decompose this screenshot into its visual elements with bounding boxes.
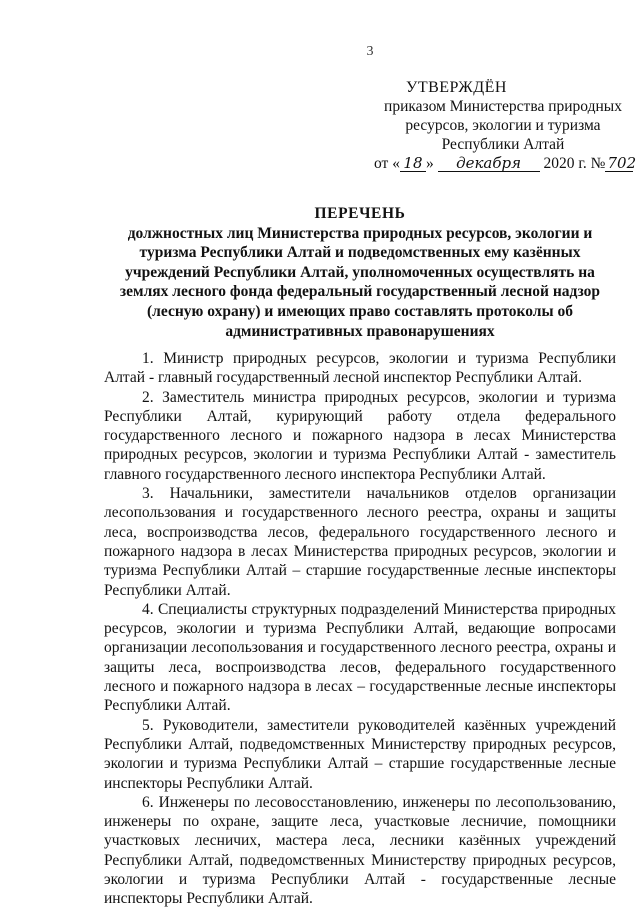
- handwritten-number: 702: [607, 154, 637, 172]
- approved-heading: УТВЕРЖДЁН: [406, 79, 507, 96]
- approval-line-2: ресурсов, экологии и туризма: [405, 117, 601, 134]
- date-prefix: от «: [374, 155, 400, 172]
- page-number: 3: [366, 44, 374, 59]
- list-item: 6. Инженеры по лесовосстановлению, инженеры по лесопользованию, инженеры по охране, защите леса, участковые лесничие, помощники участковых лесничих, мастера леса, лесники казённых учреждений Республики Алтай, подведомственных Министерству природных ресурсов, экологии и туризма Республики Алтай - государственные лесные инспекторы Республики Алтай.: [104, 793, 616, 908]
- handwritten-day: 18: [400, 156, 426, 172]
- list-item: 3. Начальники, заместители начальников отделов организации лесопользования и государственного лесного реестра, охраны и защиты леса, воспроизводства лесов, федерального государственного лесного и пожарного надзора в лесах Министерства природных ресурсов, экологии и туризма Республики Алтай – старшие государственные лесные инспекторы Республики Алтай.: [104, 485, 616, 599]
- date-mid: »: [425, 155, 434, 172]
- document-body: [104, 349, 616, 909]
- list-item: 5. Руководители, заместители руководителей казённых учреждений Республики Алтай, подведомственных Министерству природных ресурсов, экологии и туризма Республики Алтай – старшие государственные лесные инспекторы Республики Алтай.: [104, 716, 616, 792]
- approval-line-3: Республики Алтай: [441, 136, 565, 153]
- date-year: 2020 г. №: [543, 155, 606, 172]
- approval-block: [372, 78, 637, 173]
- list-item: 4. Специалисты структурных подразделений Министерства природных ресурсов, экологии и туризма Республики Алтай, ведающие вопросами организации лесопользования и государственного лесного реестра, охраны и защиты леса, воспроизводства лесов, федерального государственного лесного и пожарного надзора в лесах – государственные лесные инспекторы Республики Алтай.: [104, 600, 616, 715]
- title-heading: ПЕРЕЧЕНЬ: [314, 205, 406, 222]
- document-title: [104, 204, 616, 341]
- title-subtitle: должностных лиц Министерства природных ресурсов, экологии и туризма Республики Алтай и подведомственных ему казённых учреждений Республики Алтай, уполномоченных осуществлять на землях лесного фонда федеральный государственный лесной надзор (лесную охрану) и имеющих право составлять протоколы об административных правонарушениях: [119, 224, 601, 340]
- approval-date-line: [372, 154, 637, 173]
- handwritten-month: декабря: [438, 156, 540, 172]
- list-item: 1. Министр природных ресурсов, экологии и туризма Республики Алтай - главный государственный лесной инспектор Республики Алтай.: [104, 350, 616, 387]
- approval-line-1: приказом Министерства природных: [384, 98, 622, 115]
- list-item: 2. Заместитель министра природных ресурсов, экологии и туризма Республики Алтай, курирующий работу отдела федерального государственного лесного и пожарного надзора в лесах Министерства природных ресурсов, экологии и туризма Республики Алтай - заместитель главного государственного лесного инспектора Республики Алтай.: [104, 388, 616, 483]
